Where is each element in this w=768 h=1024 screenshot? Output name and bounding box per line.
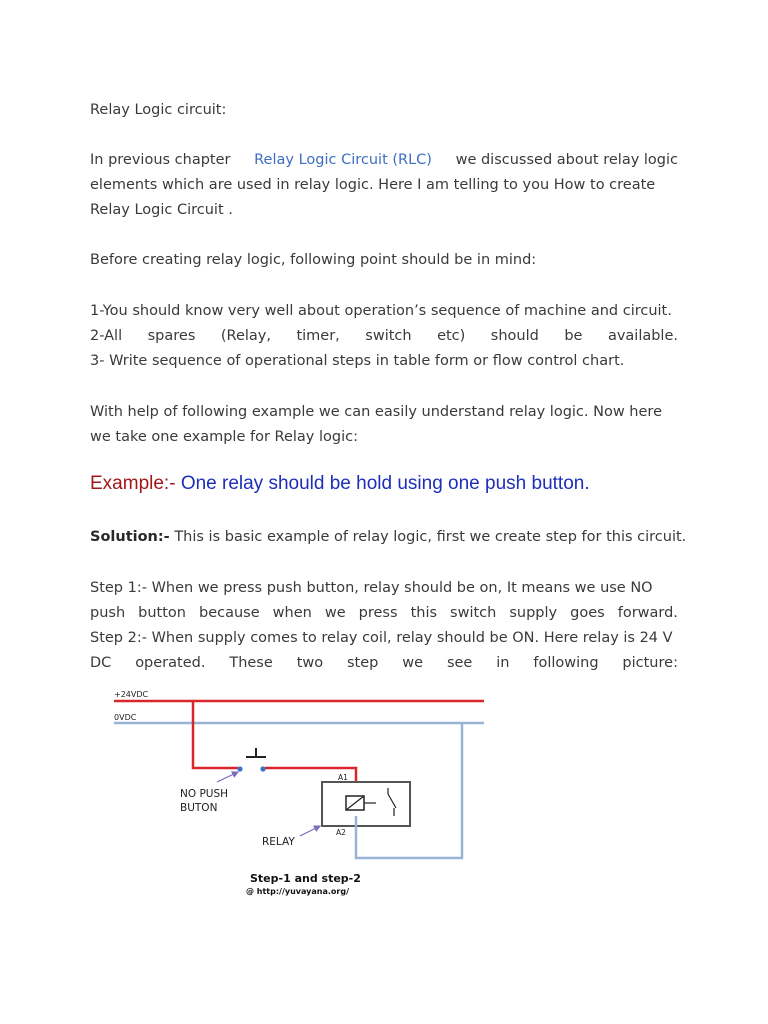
button-contact-right [260, 766, 265, 771]
point-2-word: timer, [296, 328, 340, 344]
step1-line-2 [90, 603, 678, 623]
step1-line-2-word: this [410, 605, 438, 621]
before-paragraph: Before creating relay logic, following point should be in mind: [90, 252, 537, 268]
diagram-credit: @ http://yuvayana.org/ [246, 887, 350, 896]
step2-line-1: Step 2:- When supply comes to relay coil, relay should be ON. Here relay is 24 V [90, 630, 673, 646]
intro-line-2: elements which are used in relay logic. Here I am telling to you How to create [90, 177, 656, 193]
step2-line-2-word: picture: [622, 655, 678, 671]
diagram-caption: Step-1 and step-2 [250, 872, 361, 885]
step2-line-2-word: two [296, 655, 324, 671]
label-0vdc: 0VDC [114, 713, 137, 722]
step1-line-2-word: forward. [617, 605, 678, 621]
point-2-word: (Relay, [220, 328, 271, 344]
with-help-line-1: With help of following example we can easily understand relay logic. Now here [90, 404, 662, 420]
point-3: 3- Write sequence of operational steps in table form or flow control chart. [90, 353, 625, 369]
step1-line-2-word: because [199, 605, 260, 621]
intro-line-3: Relay Logic Circuit . [90, 202, 233, 218]
intro-prefix: In previous chapter [90, 152, 231, 168]
point-1: 1-You should know very well about operation’s sequence of machine and circuit. [90, 303, 672, 319]
step2-line-2-word: operated. [135, 655, 206, 671]
intro-line-1 [90, 150, 678, 170]
solution-label: Solution:- [90, 529, 170, 545]
step1-line-2-word: switch [450, 605, 497, 621]
example-text: One relay should be hold using one push button. [180, 473, 590, 494]
example-separator: :- [163, 473, 176, 494]
example-label: Example [90, 473, 164, 494]
point-2-word: 2-All [90, 328, 123, 344]
step1-line-2-word: we [324, 605, 346, 621]
wire-24v-to-button [193, 701, 238, 768]
step2-line-2-word: we [402, 655, 424, 671]
example-heading [90, 473, 590, 495]
point-2-word: available. [607, 328, 678, 344]
rlc-chapter-link[interactable]: Relay Logic Circuit (RLC) [254, 152, 432, 168]
point-2-word: should [490, 328, 539, 344]
step1-line-2-word: button [138, 605, 186, 621]
step2-line-2-word: in [496, 655, 510, 671]
solution-line [90, 527, 687, 547]
step2-line-2-word: following [533, 655, 599, 671]
step1-line-2-word: push [90, 605, 126, 621]
label-no-push: NO PUSH [180, 788, 229, 800]
relay-box [322, 782, 410, 826]
step2-line-2-word: see [446, 655, 473, 671]
with-help-line-2: we take one example for Relay logic: [90, 429, 358, 445]
document-heading: Relay Logic circuit: [90, 102, 227, 118]
step1-line-2-word: when [272, 605, 312, 621]
point-2-word: spares [147, 328, 196, 344]
point-2 [90, 326, 678, 346]
button-contact-left [237, 766, 242, 771]
label-buton: BUTON [180, 802, 218, 814]
step1-line-2-word: press [358, 605, 398, 621]
step2-line-2-word: DC [90, 655, 112, 671]
label-a2: A2 [336, 828, 346, 837]
intro-suffix: we discussed about relay logic [455, 152, 678, 168]
label-a1: A1 [338, 773, 348, 782]
point-2-word: etc) [437, 328, 466, 344]
step2-line-2 [90, 653, 678, 673]
solution-text: This is basic example of relay logic, first we create step for this circuit. [174, 529, 687, 545]
point-2-word: switch [365, 328, 412, 344]
label-24vdc: +24VDC [114, 690, 149, 699]
step2-line-2-word: step [347, 655, 379, 671]
button-arrow [217, 772, 238, 782]
relay-arrow [300, 826, 320, 836]
step1-line-2-word: supply [509, 605, 558, 621]
point-2-word: be [564, 328, 583, 344]
step2-line-2-word: These [229, 655, 273, 671]
relay-circuit-diagram [100, 680, 500, 910]
step1-line-2-word: goes [570, 605, 605, 621]
step1-line-1: Step 1:- When we press push button, relay should be on, It means we use NO [90, 580, 653, 596]
label-relay: RELAY [262, 836, 295, 848]
